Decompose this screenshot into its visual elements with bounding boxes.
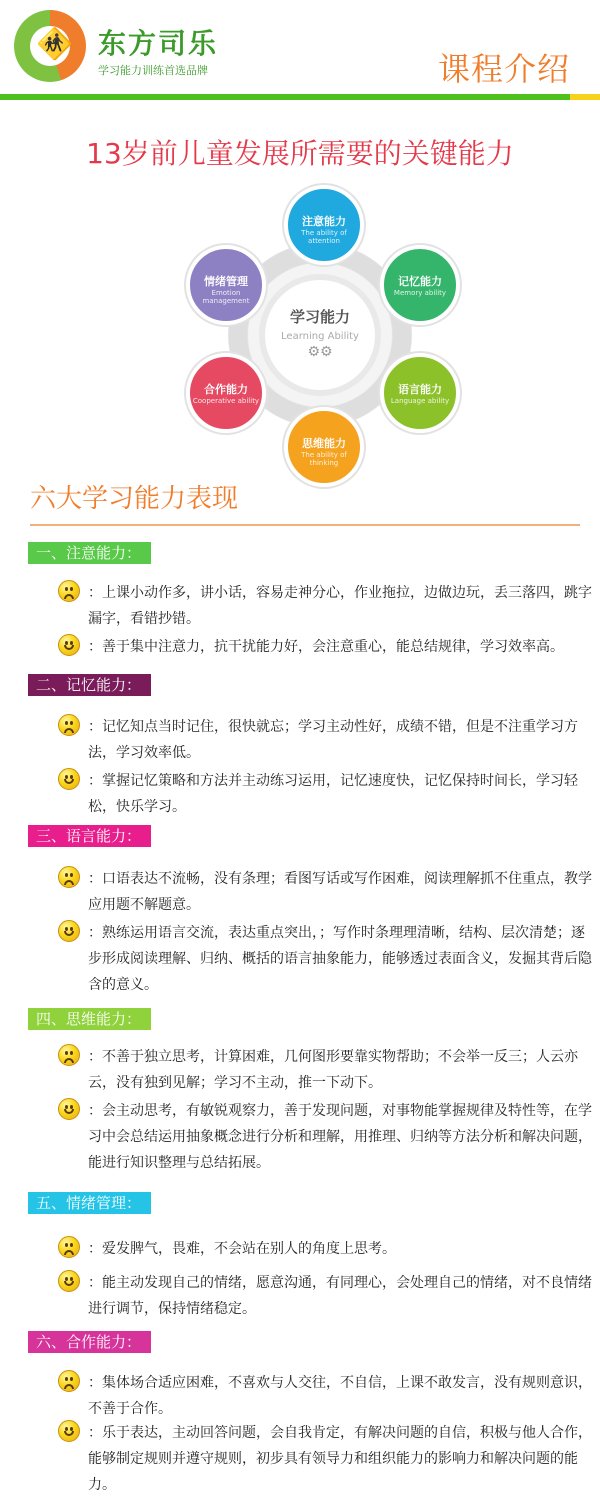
item-text: ：会主动思考，有敏锐观察力，善于发现问题，对事物能掌握规律及特性等，在学习中会总结运用抽象概念进行分析和理解，用推理、归纳等方法分析和解决问题，能进行知识整理与总结拓展。 <box>88 1103 592 1171</box>
brand-slogan: 学习能力训练首选品牌 <box>98 64 208 77</box>
node-memory: 记忆能力 Memory ability <box>380 245 460 325</box>
item-text: ：爱发脾气，畏难，不会站在别人的角度上思考。 <box>88 1241 396 1257</box>
diagram-center <box>265 280 375 390</box>
sad-face-icon <box>58 714 80 736</box>
brand-name: 东方司乐 <box>98 27 219 60</box>
sad-face-icon <box>58 580 80 602</box>
item-text: ：掌握记忆策略和方法并主动练习运用，记忆速度快，记忆保持时间长，学习轻松，快乐学习。 <box>88 773 578 815</box>
category-title-cooperation: 六、合作能力： <box>28 1331 151 1353</box>
item-text: ：善于集中注意力，抗干扰能力好，会注意重心，能总结规律，学习效率高。 <box>88 639 564 655</box>
category-title-attention: 一、注意能力： <box>28 542 151 564</box>
node-thinking: 思维能力 The ability of thinking <box>284 407 364 487</box>
happy-face-icon <box>58 634 80 656</box>
item-text: ：记忆知点当时记住，很快就忘；学习主动性好，成绩不错，但是不注重学习方法，学习效率低。 <box>88 719 578 761</box>
small-gears-icon: ⚙⚙ <box>307 344 333 360</box>
category-title-thinking: 四、思维能力： <box>28 1008 151 1030</box>
sad-face-icon <box>58 1236 80 1258</box>
page-title: 课程介绍 <box>437 50 570 88</box>
category-title-language: 三、语言能力： <box>28 825 151 847</box>
main-title: 13岁前儿童发展所需要的关键能力 <box>86 137 514 170</box>
brand-logo-icon <box>14 10 86 82</box>
center-subtitle: Learning Ability <box>281 331 359 342</box>
header-divider-accent <box>570 94 600 100</box>
header-divider <box>0 94 590 100</box>
child-figure-icon: 🚸 <box>36 27 74 62</box>
category-title-memory: 二、记忆能力： <box>28 674 151 696</box>
happy-face-icon <box>58 1098 80 1120</box>
section-divider <box>30 524 580 526</box>
ability-diagram <box>170 185 470 485</box>
item-text: ：上课小动作多，讲小话，容易走神分心，作业拖拉，边做边玩，丢三落四，跳字漏字，看错抄错。 <box>88 585 592 627</box>
node-attention: 注意能力 The ability of attention <box>284 185 364 265</box>
item-text: ：熟练运用语言交流，表达重点突出，；写作时条理理清晰，结构、层次清楚；逐步形成阅读理解、归纳、概括的语言抽象能力，能够透过表面含义，发掘其背后隐含的意义。 <box>88 925 592 993</box>
node-emotion: 情绪管理 Emotion management <box>186 245 266 325</box>
sad-face-icon <box>58 1044 80 1066</box>
node-cooperation: 合作能力 Cooperative ability <box>186 353 266 433</box>
item-text: ：乐于表达，主动回答问题，会自我肯定，有解决问题的自信，积极与他人合作，能够制定规则并遵守规则，初步具有领导力和组织能力的影响力和解决问题的能力。 <box>88 1425 592 1493</box>
category-title-emotion: 五、情绪管理： <box>28 1192 151 1214</box>
happy-face-icon <box>58 1270 80 1292</box>
item-text: ：口语表达不流畅，没有条理；看图写话或写作困难，阅读理解抓不住重点，教学应用题不解题意。 <box>88 871 592 913</box>
node-language: 语言能力 Language ability <box>380 353 460 433</box>
item-text: ：不善于独立思考，计算困难，几何图形要靠实物帮助；不会举一反三；人云亦云，没有独到见解；学习不主动，推一下动下。 <box>88 1049 578 1091</box>
section-heading: 六大学习能力表现 <box>30 484 239 514</box>
happy-face-icon <box>58 920 80 942</box>
happy-face-icon <box>58 768 80 790</box>
item-text: ：集体场合适应困难，不喜欢与人交往，不自信，上课不敢发言，没有规则意识，不善于合作。 <box>88 1375 592 1417</box>
item-text: ：能主动发现自己的情绪，愿意沟通，有同理心，会处理自己的情绪，对不良情绪进行调节，保持情绪稳定。 <box>88 1275 592 1317</box>
sad-face-icon <box>58 1370 80 1392</box>
center-title: 学习能力 <box>289 308 350 326</box>
page-header <box>0 0 600 100</box>
sad-face-icon <box>58 866 80 888</box>
happy-face-icon <box>58 1420 80 1442</box>
